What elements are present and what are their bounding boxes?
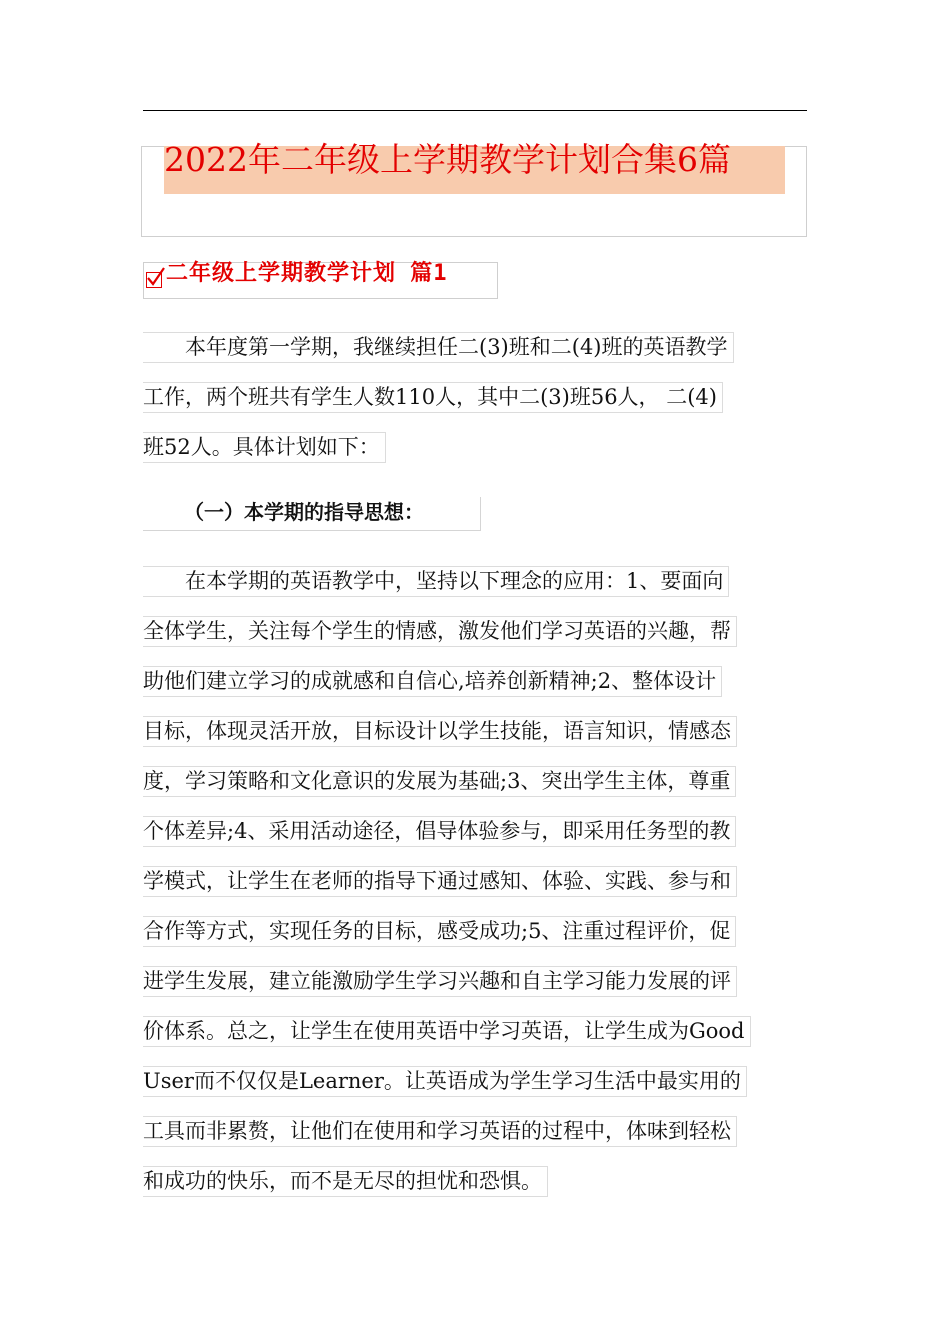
text-line xyxy=(143,815,823,865)
checkbox-checked-icon xyxy=(146,272,162,288)
intro-paragraph xyxy=(143,331,823,481)
line-text: 进学生发展，建立能激励学生学习兴趣和自主学习能力发展的评 xyxy=(143,969,731,993)
line-text: 在本学期的英语教学中，坚持以下理念的应用：1、要面向 xyxy=(143,569,724,593)
text-line xyxy=(143,381,823,431)
text-line xyxy=(143,665,823,715)
line-text: 个体差异;4、采用活动途径，倡导体验参与，即采用任务型的教 xyxy=(143,819,731,843)
text-line xyxy=(143,765,823,815)
section-heading: 二年级上学期教学计划 篇1 xyxy=(166,261,448,286)
line-text: 目标，体现灵活开放，目标设计以学生技能，语言知识，情感态 xyxy=(143,719,731,743)
line-text: 学模式，让学生在老师的指导下通过感知、体验、实践、参与和 xyxy=(143,869,731,893)
line-text: 工具而非累赘，让他们在使用和学习英语的过程中，体味到轻松 xyxy=(143,1119,731,1143)
text-line xyxy=(143,915,823,965)
document-title: 2022年二年级上学期教学计划合集6篇 xyxy=(164,140,731,179)
text-line xyxy=(143,1065,823,1115)
text-line xyxy=(143,1115,823,1165)
line-text: 班52人。具体计划如下： xyxy=(143,435,380,459)
text-line xyxy=(143,1015,823,1065)
line-text: 和成功的快乐，而不是无尽的担忧和恐惧。 xyxy=(143,1169,542,1193)
text-line xyxy=(143,865,823,915)
subheading: （一）本学期的指导思想： xyxy=(184,500,424,524)
text-line xyxy=(143,565,823,615)
line-text: 价体系。总之，让学生在使用英语中学习英语，让学生成为Good xyxy=(143,1019,745,1043)
line-text: User而不仅仅是Learner。让英语成为学生学习生活中最实用的 xyxy=(143,1069,741,1093)
line-text: 全体学生，关注每个学生的情感，激发他们学习英语的兴趣，帮 xyxy=(143,619,731,643)
line-text: 工作，两个班共有学生人数110人，其中二(3)班56人， 二(4) xyxy=(143,385,717,409)
text-line xyxy=(143,615,823,665)
text-line xyxy=(143,715,823,765)
top-rule xyxy=(143,110,807,111)
text-line xyxy=(143,965,823,1015)
line-text: 本年度第一学期，我继续担任二(3)班和二(4)班的英语教学 xyxy=(143,335,728,359)
line-text: 度，学习策略和文化意识的发展为基础;3、突出学生主体，尊重 xyxy=(143,769,731,793)
line-text: 助他们建立学习的成就感和自信心,培养创新精神;2、整体设计 xyxy=(143,669,717,693)
text-line xyxy=(143,331,823,381)
line-text: 合作等方式，实现任务的目标，感受成功;5、注重过程评价，促 xyxy=(143,919,731,943)
body-paragraph xyxy=(143,565,823,1215)
text-line xyxy=(143,1165,823,1215)
text-line xyxy=(143,431,823,481)
